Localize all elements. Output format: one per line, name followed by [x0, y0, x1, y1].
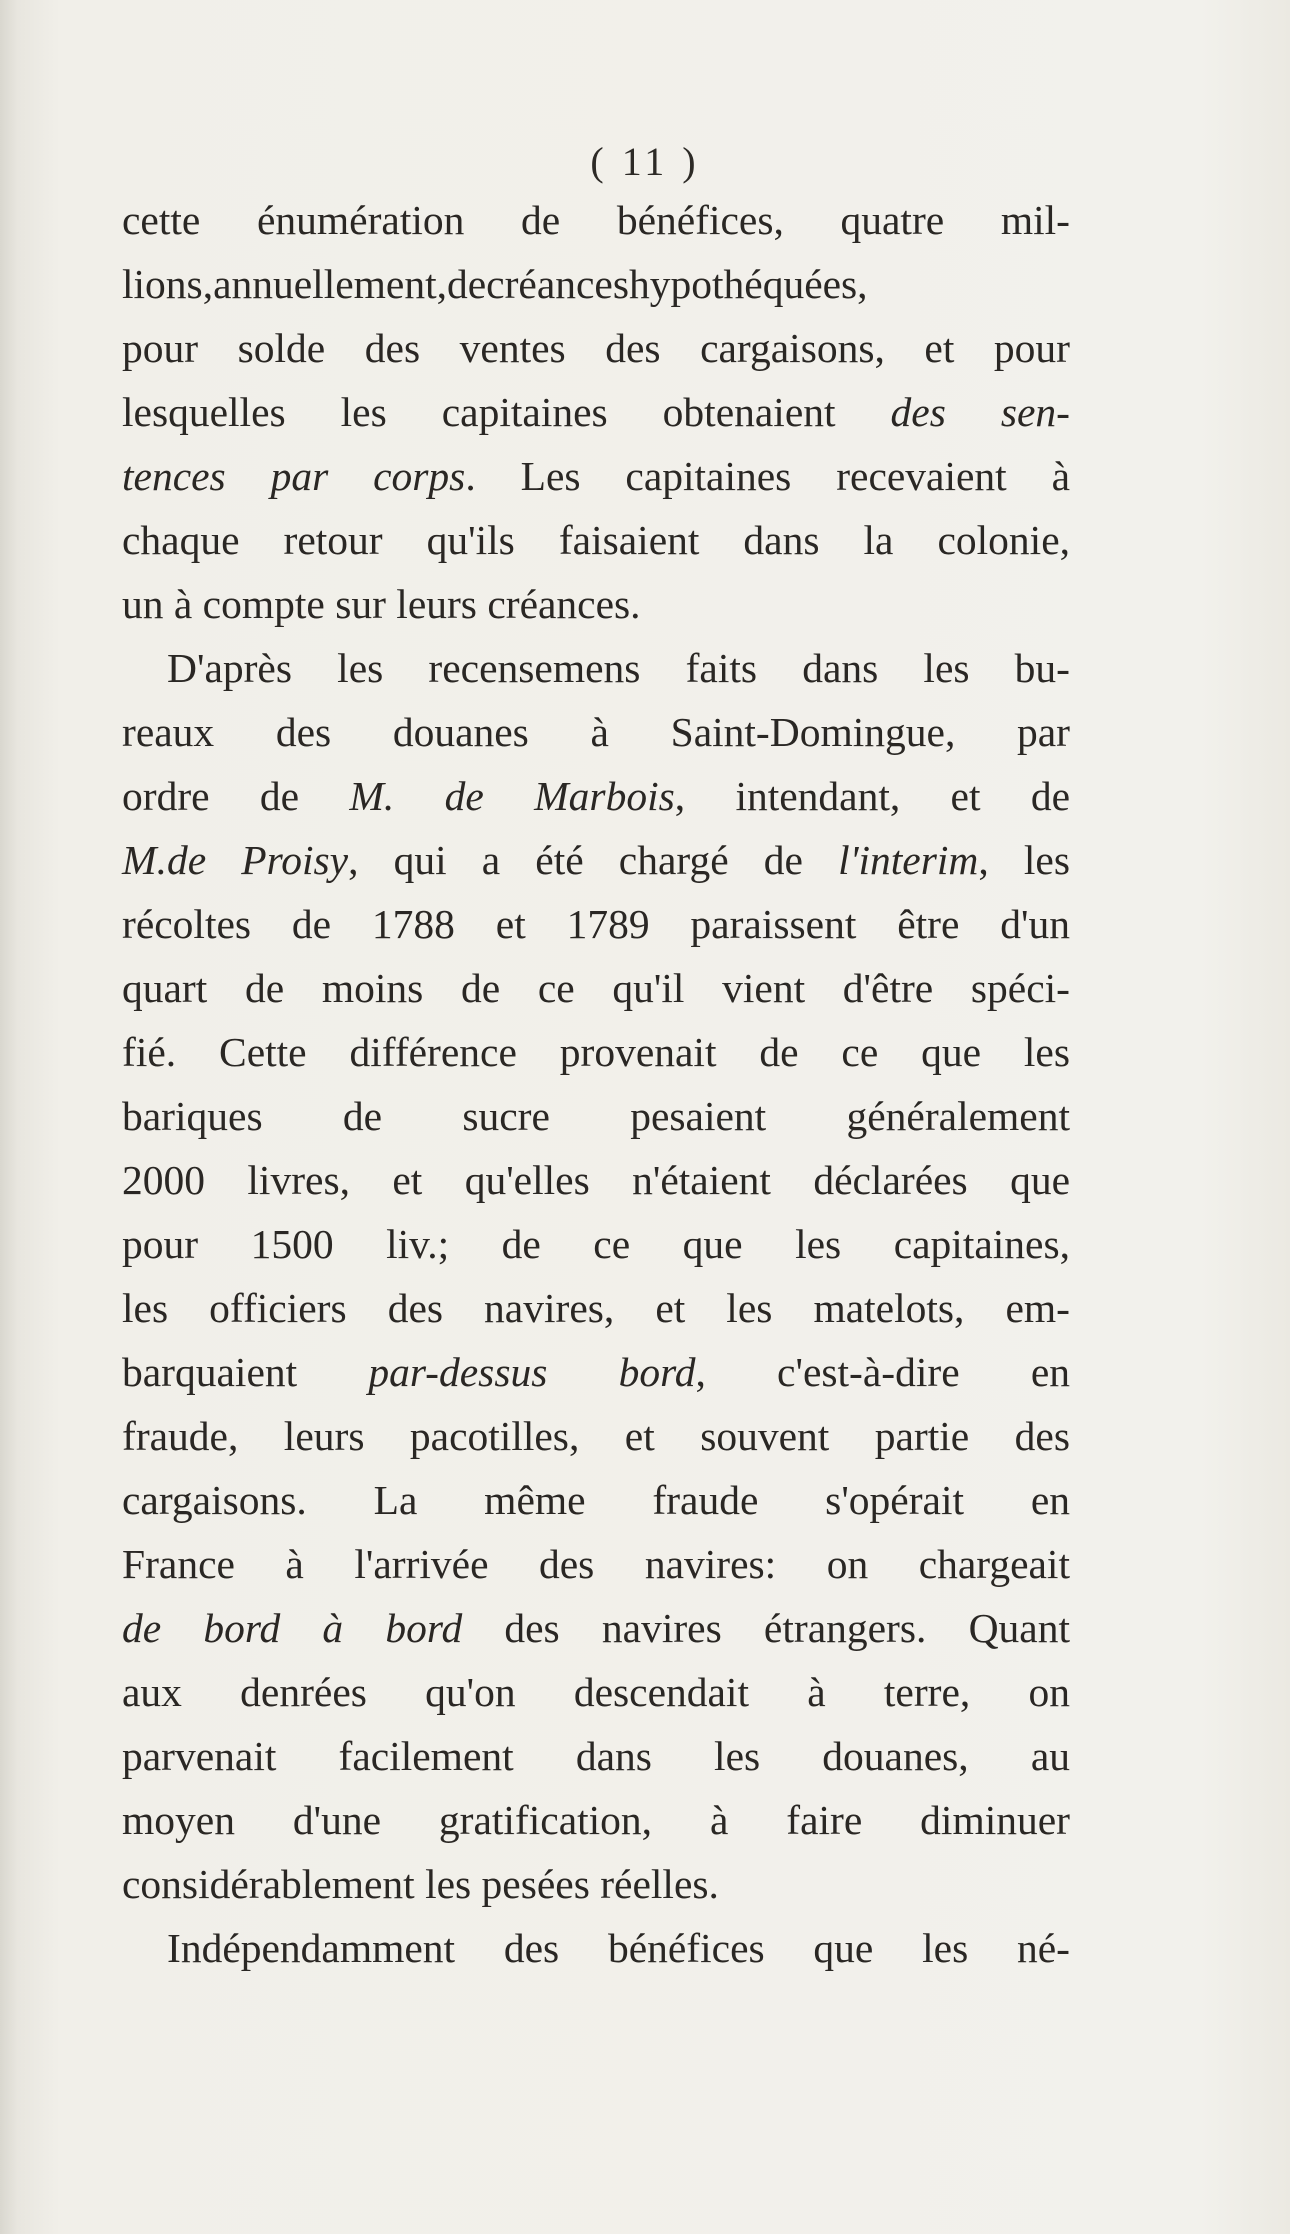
- italic-text: l'interim: [838, 837, 979, 883]
- text-run: quart de moins de ce qu'il vient d'être spéci-: [122, 965, 1070, 1011]
- text-run: les officiers des navires, et les matelots, em-: [122, 1285, 1070, 1331]
- text-run: moyen d'une gratification, à faire diminuer: [122, 1797, 1070, 1843]
- body-text: [122, 188, 1070, 1980]
- text-line: [122, 1468, 1070, 1532]
- text-line: [122, 1084, 1070, 1148]
- text-line: [122, 1404, 1070, 1468]
- text-run: , intendant, et de: [674, 773, 1070, 819]
- text-run: barquaient: [122, 1349, 369, 1395]
- text-run: aux denrées qu'on descendait à terre, on: [122, 1669, 1070, 1715]
- text-line: [122, 892, 1070, 956]
- text-run: cargaisons. La même fraude s'opérait en: [122, 1477, 1070, 1523]
- italic-text: M.de Proisy: [122, 837, 349, 883]
- text-run: bariques de sucre pesaient généralement: [122, 1093, 1070, 1139]
- text-run: récoltes de 1788 et 1789 paraissent être d'un: [122, 901, 1070, 947]
- text-run: ordre de: [122, 773, 350, 819]
- italic-text: des sen-: [890, 389, 1070, 435]
- text-line: [122, 316, 1070, 380]
- text-line: [122, 1596, 1070, 1660]
- text-run: fié. Cette différence provenait de ce que les: [122, 1029, 1070, 1075]
- text-run: D'après les recensemens faits dans les bu-: [167, 645, 1070, 691]
- text-run: parvenait facilement dans les douanes, au: [122, 1733, 1070, 1779]
- text-run: lions,annuellement,decréanceshypothéquées,: [122, 261, 868, 307]
- text-run: reaux des douanes à Saint-Domingue, par: [122, 709, 1070, 755]
- text-line: [122, 764, 1070, 828]
- text-line: [122, 828, 1070, 892]
- text-line: [122, 1724, 1070, 1788]
- text-run: un à compte sur leurs créances.: [122, 581, 641, 627]
- text-line: [122, 572, 1070, 636]
- text-line: [122, 700, 1070, 764]
- text-run: pour 1500 liv.; de ce que les capitaines,: [122, 1221, 1070, 1267]
- text-line: [122, 1916, 1070, 1980]
- text-run: 2000 livres, et qu'elles n'étaient déclarées que: [122, 1157, 1070, 1203]
- text-line: [122, 508, 1070, 572]
- text-line: [122, 956, 1070, 1020]
- italic-text: tences par corps: [122, 453, 466, 499]
- text-run: , qui a été chargé de: [348, 837, 839, 883]
- italic-text: par-dessus bord: [368, 1349, 696, 1395]
- text-line: [122, 1852, 1070, 1916]
- text-run: chaque retour qu'ils faisaient dans la colonie,: [122, 517, 1070, 563]
- text-run: fraude, leurs pacotilles, et souvent partie des: [122, 1413, 1070, 1459]
- italic-text: de bord à bord: [122, 1605, 463, 1651]
- italic-text: M. de Marbois: [349, 773, 675, 819]
- text-line: [122, 380, 1070, 444]
- text-run: , les: [978, 837, 1070, 883]
- text-line: [122, 444, 1070, 508]
- text-line: [122, 1148, 1070, 1212]
- text-run: , c'est-à-dire en: [695, 1349, 1071, 1395]
- text-line: [122, 1340, 1070, 1404]
- page-number: ( 11 ): [590, 139, 700, 184]
- text-run: . Les capitaines recevaient à: [465, 453, 1070, 499]
- text-line: [122, 188, 1070, 252]
- text-run: cette énumération de bénéfices, quatre mil-: [122, 197, 1070, 243]
- text-run: considérablement les pesées réelles.: [122, 1861, 719, 1907]
- text-line: [122, 1532, 1070, 1596]
- text-run: lesquelles les capitaines obtenaient: [122, 389, 891, 435]
- text-run: pour solde des ventes des cargaisons, et pour: [122, 325, 1070, 371]
- text-line: [122, 1212, 1070, 1276]
- text-run: France à l'arrivée des navires: on chargeait: [122, 1541, 1070, 1587]
- text-line: [122, 1020, 1070, 1084]
- text-line: [122, 636, 1070, 700]
- text-line: [122, 1660, 1070, 1724]
- text-run: Indépendamment des bénéfices que les né-: [167, 1925, 1070, 1971]
- text-line: [122, 1788, 1070, 1852]
- text-line: [122, 252, 1070, 316]
- text-run: des navires étrangers. Quant: [462, 1605, 1070, 1651]
- text-line: [122, 1276, 1070, 1340]
